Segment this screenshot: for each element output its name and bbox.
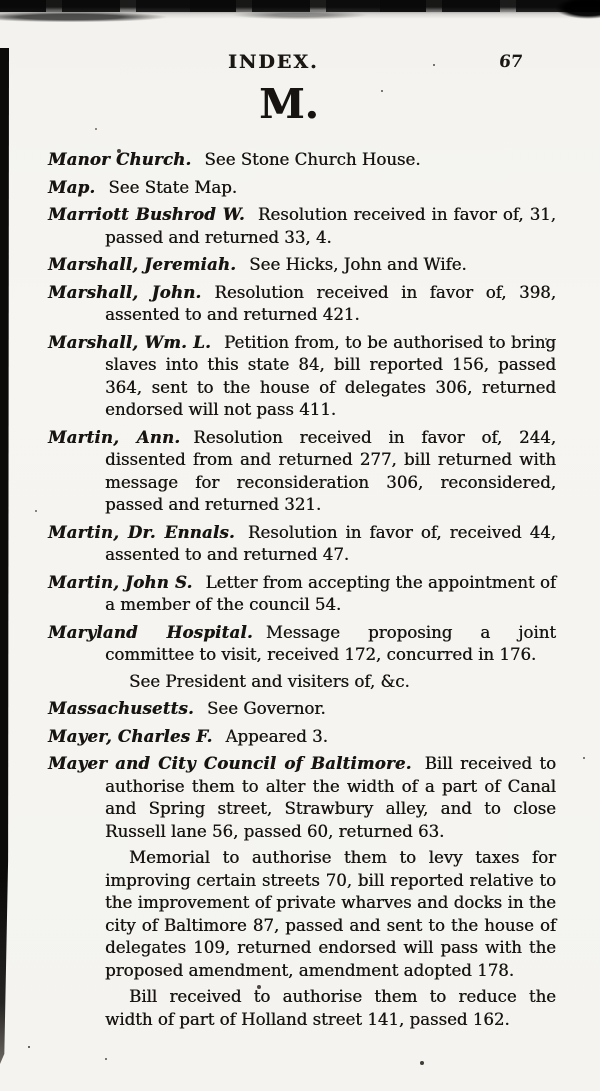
- entry-term: Map.: [48, 176, 96, 197]
- entry-body: See Hicks, John and Wife.: [249, 255, 467, 274]
- index-entry-marriott-bushrod: [48, 203, 556, 249]
- entry-body: Bill received to authorise them to alter the width of a part of Canal and Spring street, Strawbury alley, and to close Russell lane 56, passed 60, returned 63.: [105, 754, 556, 841]
- entry-term: Marshall, John.: [48, 281, 202, 302]
- entry-body: Letter from accepting the appointment of a member of the council 54.: [105, 572, 556, 614]
- entry-body: See Stone Church House.: [204, 150, 421, 169]
- entry-body: Appeared 3.: [225, 726, 328, 746]
- entry-term: Mayer and City Council of Baltimore.: [48, 753, 412, 773]
- index-entry-mayer-paragraph-memorial: [48, 847, 556, 982]
- entry-body: Resolution in favor of, received 44, assented to and returned 47.: [105, 522, 556, 564]
- entry-term: Marshall, Jeremiah.: [48, 254, 237, 274]
- index-entry-marshall-jeremiah: [48, 253, 556, 277]
- scan-edge-top: [0, 0, 600, 26]
- entry-term: Massachusetts.: [48, 698, 194, 718]
- cross-reference-line: [48, 671, 556, 694]
- section-letter: M.: [259, 80, 319, 128]
- index-entry-martin-john-s: [48, 571, 556, 617]
- page-header: [0, 51, 600, 77]
- cross-reference-text: See President and visiters of, &c.: [129, 671, 410, 691]
- index-entry-manor-church: [48, 148, 556, 172]
- entry-term: Martin, Ann.: [48, 426, 181, 447]
- entry-body: See Governor.: [206, 699, 326, 718]
- entry-term: Maryland Hospital.: [48, 621, 253, 642]
- index-entry-martin-ann: [48, 426, 556, 517]
- page-number: 67: [497, 52, 524, 72]
- entry-term: Manor Church.: [48, 149, 192, 169]
- entry-body: Message proposing a joint committee to visit, received 172, concurred in 176.: [105, 622, 556, 664]
- scan-ink-specks: [0, 0, 2, 2]
- index-entry-mayer-city-council: [48, 752, 556, 843]
- entry-body: Resolution received in favor of, 398, assented to and returned 421.: [105, 282, 556, 324]
- entry-term: Marriott Bushrod W.: [48, 204, 245, 224]
- entry-body: Bill received to authorise them to reduce the width of part of Holland street 141, passed 162.: [105, 987, 556, 1029]
- entry-body: Resolution received in favor of, 244, dissented from and returned 277, bill returned with message for reconsideration 306, reconsidered, passed and returned 321.: [105, 427, 557, 514]
- entry-body: Petition from, to be authorised to bring slaves into this state 84, bill reported 156, passed 364, sent to the house of delegates 306, returned endorsed will not pass 411.: [105, 332, 556, 419]
- entry-term: Mayer, Charles F.: [48, 725, 213, 746]
- entry-term: Marshall, Wm. L.: [48, 331, 212, 352]
- index-entry-mayer-charles-f: [48, 725, 556, 749]
- entry-term: Martin, John S.: [48, 571, 193, 592]
- index-entry-mayer-paragraph-holland-street: [48, 986, 556, 1031]
- entry-term: Martin, Dr. Ennals.: [48, 521, 235, 542]
- entry-body: Resolution received in favor of, 31, passed and returned 33, 4.: [105, 205, 556, 247]
- index-entry-marshall-john: [48, 281, 556, 327]
- index-entries: [48, 148, 556, 1035]
- running-title: INDEX.: [228, 51, 319, 73]
- index-entry-massachusetts: [48, 697, 556, 721]
- index-entry-map: [48, 176, 556, 200]
- entry-body: Memorial to authorise them to levy taxes for improving certain streets 70, bill reported relative to the improvement of private wharves and docks in the city of Baltimore 87, passed and sent to the house of delegates 109, returned endorsed will pass with the proposed amendment, amendment adopted 178.: [105, 848, 556, 980]
- index-entry-maryland-hospital: [48, 621, 556, 667]
- index-entry-marshall-wm-l: [48, 331, 556, 422]
- index-entry-martin-dr-ennals: [48, 521, 556, 567]
- entry-body: See State Map.: [108, 177, 238, 197]
- scan-edge-left: [0, 48, 9, 1064]
